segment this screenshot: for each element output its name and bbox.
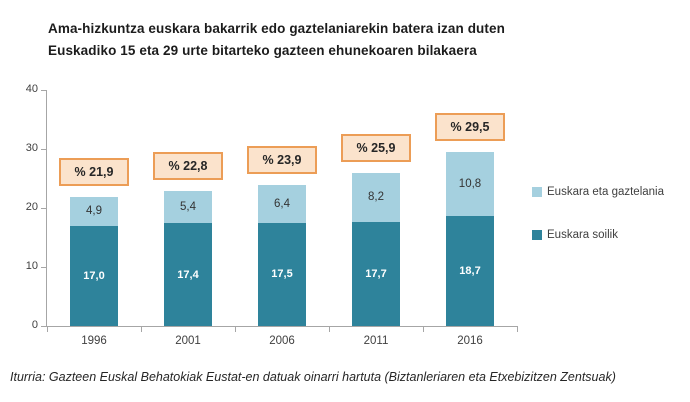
callout-total-2001: % 22,8 <box>153 152 223 180</box>
x-axis-label-2006: 2006 <box>269 335 295 347</box>
x-axis-tick <box>517 326 518 332</box>
x-axis-label-2001: 2001 <box>175 335 201 347</box>
callout-total-1996: % 21,9 <box>59 158 129 186</box>
source-note: Iturria: Gazteen Euskal Behatokiak Eustat-en datuak oinarri hartuta (Biztanleriaren eta Etxebizitzen Zentsuak) <box>10 370 616 384</box>
legend-swatch-euskara-soilik <box>532 230 542 240</box>
x-axis-label-2016: 2016 <box>457 335 483 347</box>
bar-2016-segment-euskara-eta-gaztelania <box>446 152 494 216</box>
bar-2001-value-euskara-eta-gaztelania: 5,4 <box>180 201 196 214</box>
y-axis-tick-label: 30 <box>25 142 38 154</box>
bar-2016-value-euskara-soilik: 18,7 <box>459 264 481 277</box>
y-axis-tick <box>41 149 47 150</box>
bar-2016-segment-euskara-soilik <box>446 216 494 326</box>
legend <box>532 186 664 272</box>
x-axis-line <box>41 326 517 327</box>
bar-2011-segment-euskara-eta-gaztelania <box>352 173 400 221</box>
bar-2011-segment-euskara-soilik <box>352 222 400 326</box>
legend-item-euskara-eta-gaztelania <box>532 186 664 198</box>
bar-2011-value-euskara-eta-gaztelania: 8,2 <box>368 191 384 204</box>
y-axis-tick-label: 0 <box>31 319 38 331</box>
callout-total-2006: % 23,9 <box>247 146 317 174</box>
bar-2006-segment-euskara-eta-gaztelania <box>258 185 306 223</box>
bar-1996-segment-euskara-eta-gaztelania <box>70 197 118 226</box>
y-axis-tick-label: 20 <box>25 201 38 213</box>
x-axis-tick <box>235 326 236 332</box>
bar-2011-value-euskara-soilik: 17,7 <box>365 267 387 280</box>
bar-2006-segment-euskara-soilik <box>258 223 306 326</box>
y-axis-tick <box>41 208 47 209</box>
y-axis-tick <box>41 267 47 268</box>
x-axis-label-1996: 1996 <box>81 335 107 347</box>
x-axis-tick <box>47 326 48 332</box>
legend-label-euskara-eta-gaztelania: Euskara eta gaztelania <box>547 186 664 198</box>
bar-2016-value-euskara-eta-gaztelania: 10,8 <box>458 177 482 190</box>
bar-1996-segment-euskara-soilik <box>70 226 118 326</box>
bar-1996-value-euskara-eta-gaztelania: 4,9 <box>86 205 102 218</box>
callout-total-2016: % 29,5 <box>435 113 505 141</box>
chart-title <box>48 18 505 62</box>
bar-1996-value-euskara-soilik: 17,0 <box>83 269 105 282</box>
chart-title-line1: Ama-hizkuntza euskara bakarrik edo gaztelaniarekin batera izan duten <box>48 21 505 36</box>
bar-2001-segment-euskara-eta-gaztelania <box>164 191 212 223</box>
x-axis-label-2011: 2011 <box>363 335 389 347</box>
bar-2006-value-euskara-eta-gaztelania: 6,4 <box>274 197 290 210</box>
callout-total-2011: % 25,9 <box>341 134 411 162</box>
bar-2001-value-euskara-soilik: 17,4 <box>177 268 199 281</box>
legend-swatch-euskara-eta-gaztelania <box>532 187 542 197</box>
chart-title-line2: Euskadiko 15 eta 29 urte bitarteko gazteen ehunekoaren bilakaera <box>48 43 477 58</box>
y-axis-tick-label: 10 <box>25 260 38 272</box>
y-axis-tick <box>41 90 47 91</box>
x-axis-tick <box>423 326 424 332</box>
x-axis-tick <box>141 326 142 332</box>
legend-item-euskara-soilik <box>532 229 664 241</box>
y-axis-tick-label: 40 <box>25 83 38 95</box>
bar-2001-segment-euskara-soilik <box>164 223 212 326</box>
legend-label-euskara-soilik: Euskara soilik <box>547 229 618 241</box>
bar-2006-value-euskara-soilik: 17,5 <box>271 268 293 281</box>
x-axis-tick <box>329 326 330 332</box>
